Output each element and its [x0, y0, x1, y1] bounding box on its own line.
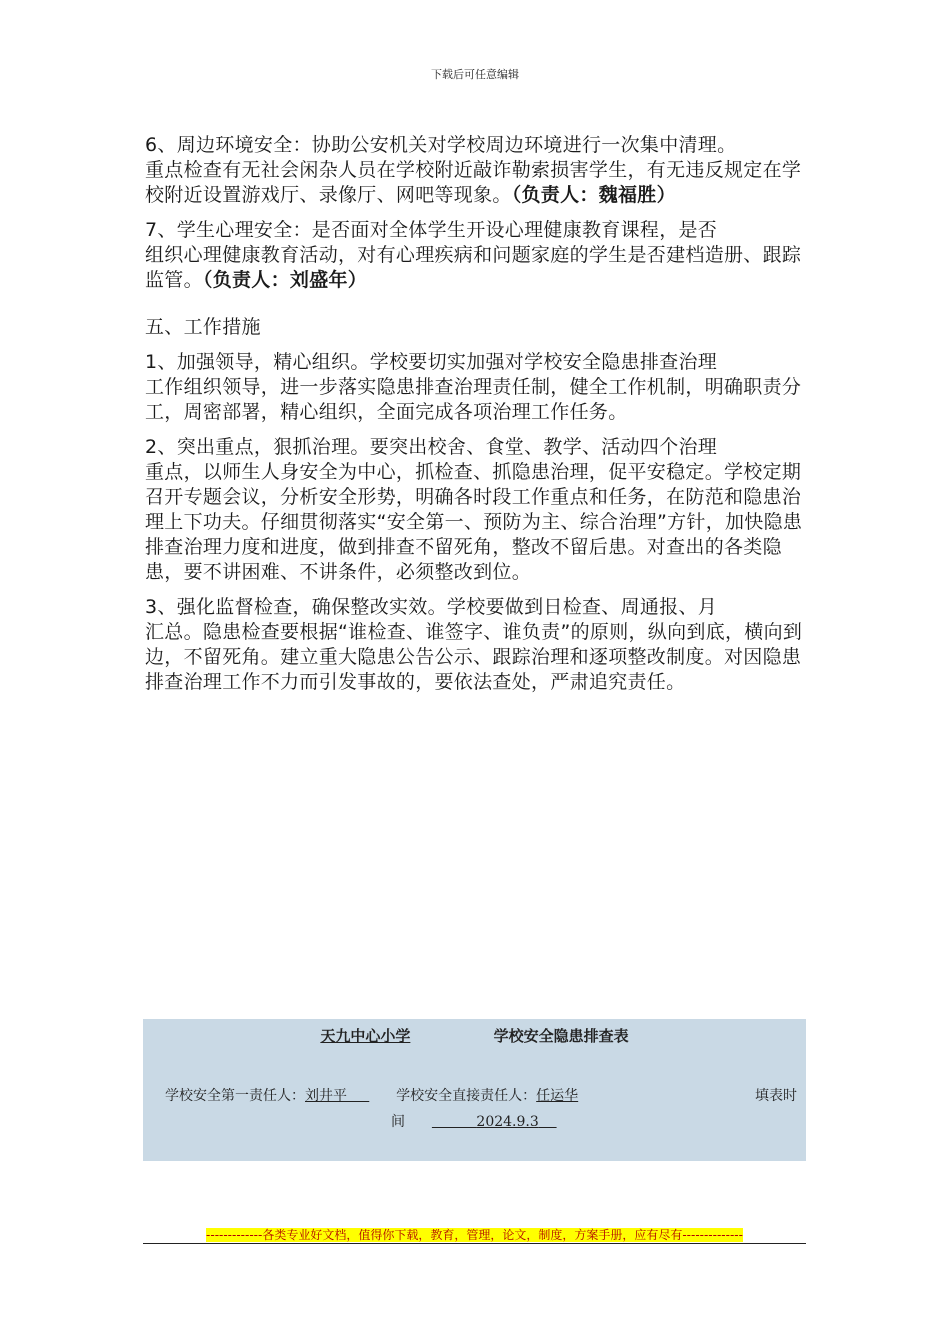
footer-banner: -------------各类专业好文档，值得你下载，教育，管理，论文，制度，方案手册，应有尽有-------------- — [206, 1228, 743, 1242]
paragraph-3: 7、学生心理安全：是否面对全体学生开设心理健康教育课程，是否 — [145, 219, 718, 241]
fill-time-label: 填表时 — [755, 1088, 797, 1104]
paragraph-1: 6、周边环境安全：协助公安机关对学校周边环境进行一次集中清理。 — [145, 134, 737, 156]
document-body — [145, 133, 815, 695]
paragraph-4: 组织心理健康教育活动，对有心理疾病和问题家庭的学生是否建档造册、跟踪监管。（负责人：刘盛年） — [145, 244, 802, 291]
paragraph-10: 汇总。隐患检查要根据“谁检查、谁签字、谁负责”的原则，纵向到底，横向到边，不留死角。建立重大隐患公告公示、跟踪治理和逐项整改制度。对因隐患排查治理工作不力而引发事故的，要依法查处，严肃追究责任。 — [145, 621, 803, 693]
direct-responsible-name: 任运华 — [536, 1088, 579, 1104]
paragraph-5: 1、加强领导，精心组织。学校要切实加强对学校安全隐患排查治理 — [145, 351, 718, 373]
first-responsible-label: 学校安全第一责任人： — [165, 1088, 305, 1104]
section-heading: 五、工作措施 — [145, 316, 261, 338]
paragraph-8: 重点，以师生人身安全为中心，抓检查、抓隐患治理，促平安稳定。学校定期召开专题会议，分析安全形势，明确各时段工作重点和任务，在防范和隐患治理上下功夫。仔细贯彻落实“安全第一、预防为主、综合治理”方针，加快隐患排查治理力度和进度，做到排查不留死角，整改不留后患。对查出的各类隐患，要不讲困难、不讲条件，必须整改到位。 — [145, 461, 803, 583]
fill-time-label-end: 间 — [391, 1114, 405, 1130]
paragraph-9: 3、强化监督检查，确保整改实效。学校要做到日检查、周通报、月 — [145, 596, 718, 618]
school-name: 天九中心小学 — [320, 1027, 411, 1045]
paragraph-2: 重点检查有无社会闲杂人员在学校附近敲诈勒索损害学生，有无违反规定在学校附近设置游戏厅、录像厅、网吧等现象。（负责人：魏福胜） — [145, 159, 802, 206]
responsible-person: （负责人：魏福胜） — [511, 184, 676, 206]
fill-date: 2024.9.3 — [476, 1114, 539, 1130]
paragraph-6: 工作组织领导，进一步落实隐患排查治理责任制，健全工作机制，明确职责分工，周密部署，精心组织，全面完成各项治理工作任务。 — [145, 376, 802, 423]
footer-divider — [143, 1243, 806, 1244]
header-note: 下载后可任意编辑 — [431, 68, 519, 81]
responsible-row — [165, 1085, 805, 1105]
inspection-form-header — [143, 1019, 806, 1161]
responsible-person: （负责人：刘盛年） — [202, 269, 368, 291]
paragraph-7: 2、突出重点，狠抓治理。要突出校舍、食堂、教学、活动四个治理 — [145, 436, 718, 458]
date-row — [391, 1111, 557, 1131]
form-name: 学校安全隐患排查表 — [493, 1027, 629, 1045]
form-title — [143, 1025, 806, 1046]
first-responsible-name: 刘井平 — [305, 1088, 347, 1104]
direct-responsible-label: 学校安全直接责任人： — [396, 1088, 537, 1104]
